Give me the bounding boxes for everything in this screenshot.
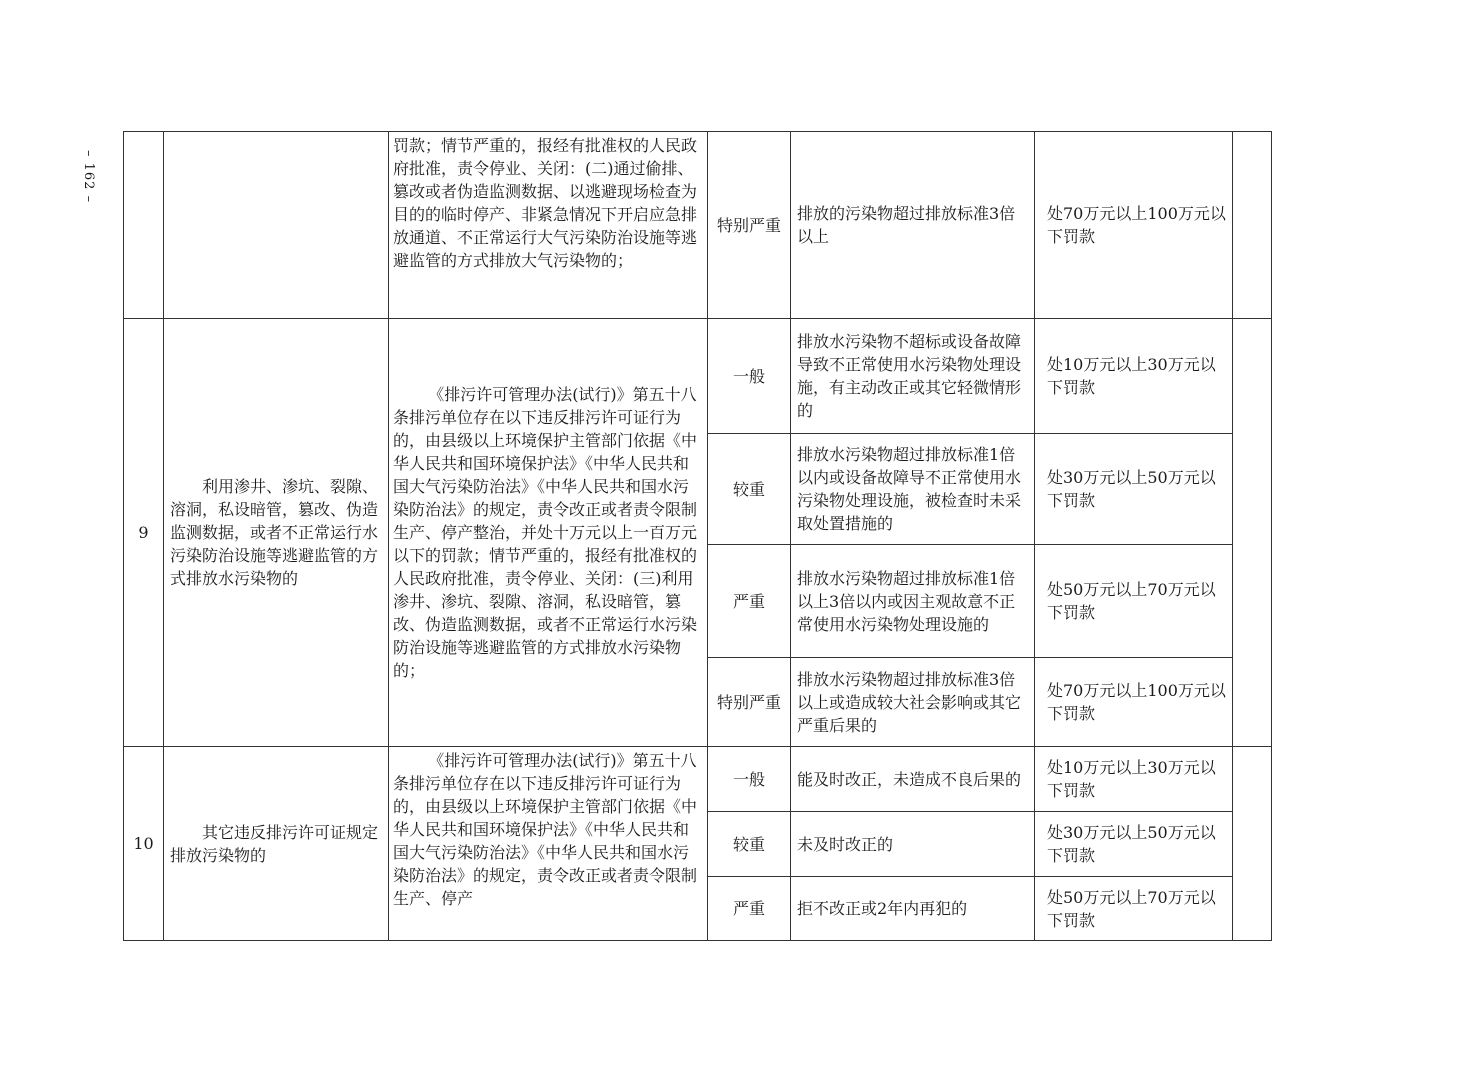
penalty-amount: 处10万元以上30万元以下罚款 [1035, 319, 1233, 434]
severity-level: 较重 [708, 812, 791, 877]
circumstance-description: 排放的污染物超过排放标准3倍以上 [791, 132, 1035, 319]
item-number: 9 [124, 319, 164, 747]
table-row [124, 132, 1272, 319]
circumstance-description: 排放水污染物超过排放标准1倍以内或设备故障导不正常使用水污染物处理设施，被检查时未采取处置措施的 [791, 434, 1035, 545]
circumstance-description: 能及时改正，未造成不良后果的 [791, 747, 1035, 812]
violation-cell [164, 132, 389, 319]
circumstance-description: 排放水污染物超过排放标准3倍以上或造成较大社会影响或其它严重后果的 [791, 658, 1035, 747]
violation-description: 其它违反排污许可证规定排放污染物的 [164, 747, 389, 941]
law-basis-cell: 罚款；情节严重的，报经有批准权的人民政府批准，责令停业、关闭：(二)通过偷排、篡改或者伪造监测数据、以逃避现场检查为目的的临时停产、非紧急情况下开启应急排放通道、不正常运行大气污染防治设施等逃避监管的方式排放大气污染物的； [389, 132, 708, 319]
page-number: – 162 – [81, 150, 96, 204]
table-row [124, 747, 1272, 812]
severity-level: 特别严重 [708, 658, 791, 747]
penalty-amount: 处30万元以上50万元以下罚款 [1035, 434, 1233, 545]
circumstance-description: 排放水污染物不超标或设备故障导致不正常使用水污染物处理设施，有主动改正或其它轻微情形的 [791, 319, 1035, 434]
remarks-cell [1233, 319, 1272, 747]
penalty-amount: 处70万元以上100万元以下罚款 [1035, 132, 1233, 319]
law-basis-cell: 《排污许可管理办法(试行)》第五十八条排污单位存在以下违反排污许可证行为的，由县级以上环境保护主管部门依据《中华人民共和国环境保护法》《中华人民共和国大气污染防治法》《中华人民共和国水污染防治法》的规定，责令改正或者责令限制生产、停产整治，并处十万元以上一百万元以下的罚款；情节严重的，报经有批准权的人民政府批准，责令停业、关闭：(三)利用渗井、渗坑、裂隙、溶洞，私设暗管，篡改、伪造监测数据，或者不正常运行水污染防治设施等逃避监管的方式排放水污染物的； [389, 319, 708, 747]
remarks-cell [1233, 747, 1272, 941]
penalty-amount: 处50万元以上70万元以下罚款 [1035, 877, 1233, 941]
penalty-discretion-table [123, 131, 1272, 941]
violation-description: 利用渗井、渗坑、裂隙、溶洞，私设暗管，篡改、伪造监测数据，或者不正常运行水污染防治设施等逃避监管的方式排放水污染物的 [164, 319, 389, 747]
circumstance-description: 拒不改正或2年内再犯的 [791, 877, 1035, 941]
severity-level: 较重 [708, 434, 791, 545]
penalty-amount: 处50万元以上70万元以下罚款 [1035, 545, 1233, 658]
severity-level: 严重 [708, 545, 791, 658]
penalty-amount: 处70万元以上100万元以下罚款 [1035, 658, 1233, 747]
circumstance-description: 未及时改正的 [791, 812, 1035, 877]
severity-level: 特别严重 [708, 132, 791, 319]
item-number-cell [124, 132, 164, 319]
item-number: 10 [124, 747, 164, 941]
severity-level: 严重 [708, 877, 791, 941]
severity-level: 一般 [708, 319, 791, 434]
table-row [124, 319, 1272, 434]
penalty-amount: 处10万元以上30万元以下罚款 [1035, 747, 1233, 812]
law-basis-cell: 《排污许可管理办法(试行)》第五十八条排污单位存在以下违反排污许可证行为的，由县级以上环境保护主管部门依据《中华人民共和国环境保护法》《中华人民共和国大气污染防治法》《中华人民共和国水污染防治法》的规定，责令改正或者责令限制生产、停产 [389, 747, 708, 941]
penalty-amount: 处30万元以上50万元以下罚款 [1035, 812, 1233, 877]
severity-level: 一般 [708, 747, 791, 812]
remarks-cell [1233, 132, 1272, 319]
circumstance-description: 排放水污染物超过排放标准1倍以上3倍以内或因主观故意不正常使用水污染物处理设施的 [791, 545, 1035, 658]
